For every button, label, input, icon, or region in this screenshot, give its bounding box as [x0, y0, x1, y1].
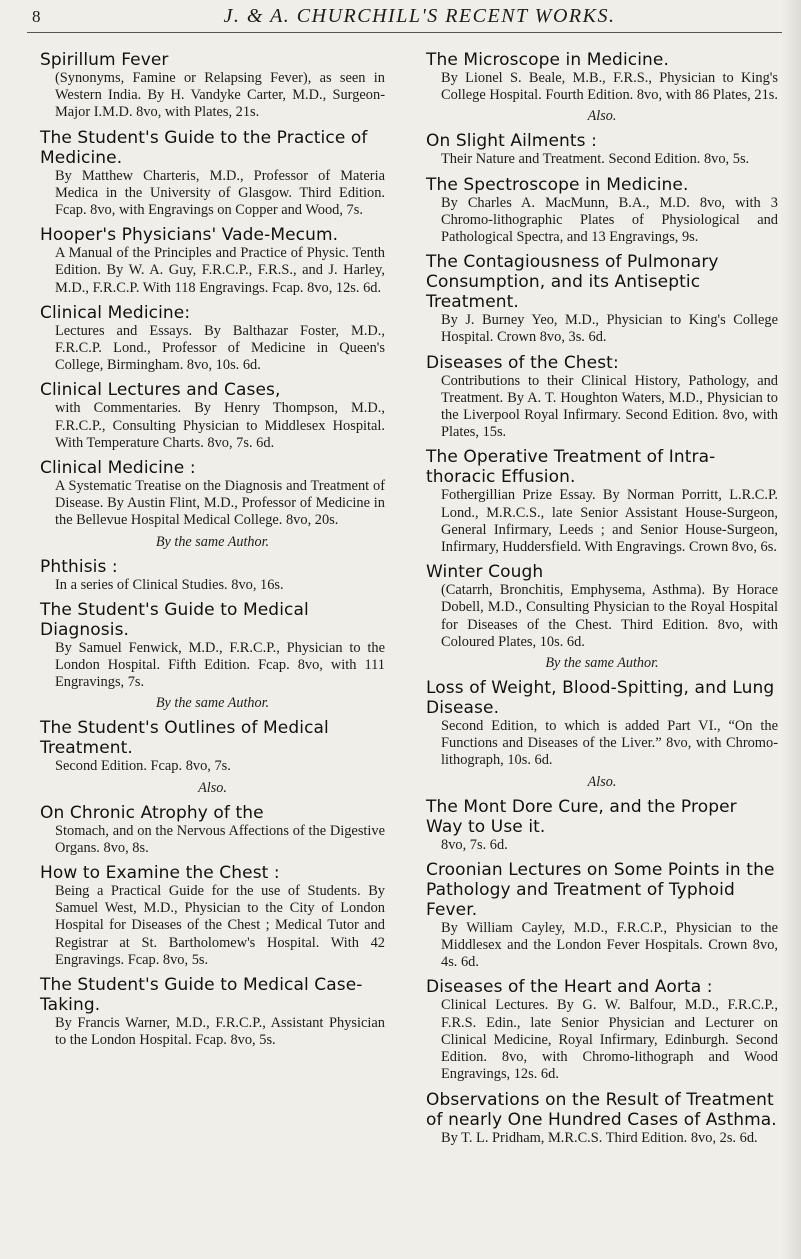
book-entry: [426, 860, 778, 972]
book-title: The Spectroscope in Medicine.: [426, 174, 689, 195]
book-description: By J. Burney Yeo, M.D., Physician to King's College Hospital. Crown 8vo, 3s. 6d.: [441, 312, 778, 346]
book-title: The Student's Guide to Medical Diagnosis.: [40, 599, 309, 640]
book-description: By William Cayley, M.D., F.R.C.P., Physician to the Middlesex and the London Fever Hospitals. Crown 8vo, 4s. 6d.: [441, 919, 778, 971]
book-description: Clinical Lectures. By G. W. Balfour, M.D., F.R.C.P., F.R.S. Edin., late Senior Physician and Lecturer on Clinical Medicine, Royal Infirmary, Edinburgh. Second Edition. 8vo, with Chromo-lithograph and Wood Engravings, 12s. 6d.: [441, 997, 778, 1083]
book-description: A Manual of the Principles and Practice of Physic. Tenth Edition. By W. A. Guy, F.R.C.P., F.R.S., and J. Harley, M.D., F.R.C.P. With 118 Engravings. Fcap. 8vo, 12s. 6d.: [55, 245, 385, 296]
page-edge-shadow: [781, 0, 801, 1259]
same-author-note: Also.: [587, 773, 617, 790]
book-entry: [426, 977, 778, 1083]
book-description: Their Nature and Treatment. Second Edition. 8vo, 5s.: [441, 151, 750, 168]
book-title: Hooper's Physicians' Vade-Mecum.: [40, 225, 339, 246]
book-entry: [426, 252, 778, 346]
book-entry: [40, 50, 385, 122]
book-entry: [426, 797, 778, 854]
book-entry: [426, 1090, 778, 1147]
book-title: Clinical Medicine:: [40, 302, 191, 323]
book-description: By T. L. Pridham, M.R.C.S. Third Edition. 8vo, 2s. 6d.: [441, 1129, 758, 1146]
running-head: J. & A. CHURCHILL'S RECENT WORKS.: [223, 5, 616, 27]
book-title: How to Examine the Chest :: [40, 863, 280, 884]
book-title: Winter Cough: [426, 562, 544, 583]
book-description: Fothergillian Prize Essay. By Norman Porritt, L.R.C.P. Lond., M.R.C.S., late Senior Assistant House-Surgeon, General Infirmary, Leeds ; and Senior House-Surgeon, Infirmary, Huddersfield. With Engravings. Crown 8vo, 6s.: [441, 487, 778, 556]
book-title: On Slight Ailments :: [426, 131, 597, 152]
book-entry: [40, 803, 385, 857]
same-author-note: By the same Author.: [545, 655, 659, 672]
book-entry: [40, 458, 385, 551]
book-description: Second Edition, to which is added Part VI., “On the Functions and Diseases of the Liver.” 8vo, with Chromo-lithograph, 10s. 6d.: [441, 718, 778, 769]
book-description: with Commentaries. By Henry Thompson, M.D., F.R.C.P., Consulting Physician to Middlesex Hospital. With Temperature Charts. 8vo, 7s. 6d.: [55, 400, 385, 451]
book-title: Diseases of the Heart and Aorta :: [426, 977, 713, 998]
book-description: By Francis Warner, M.D., F.R.C.P., Assistant Physician to the London Hospital. Fcap. 8vo, 5s.: [55, 1015, 385, 1049]
book-description: In a series of Clinical Studies. 8vo, 16s.: [55, 576, 284, 593]
book-description: By Charles A. MacMunn, B.A., M.D. 8vo, with 3 Chromo-lithographic Plates of Physiological and Pathological Spectra, and 13 Engravings, 9s.: [441, 194, 778, 246]
same-author-note: Also.: [587, 108, 617, 125]
book-title: Observations on the Result of Treatment of nearly One Hundred Cases of Asthma.: [426, 1089, 777, 1130]
book-description: By Matthew Charteris, M.D., Professor of Materia Medica in the University of Glasgow. Third Edition. Fcap. 8vo, with Engravings on Copper and Wood, 7s.: [55, 167, 385, 219]
book-entry: [426, 131, 778, 168]
book-title: The Contagiousness of Pulmonary Consumption, and its Antiseptic Treatment.: [426, 252, 719, 313]
book-description: (Catarrh, Bronchitis, Emphysema, Asthma). By Horace Dobell, M.D., Consulting Physician to the Royal Hospital for Diseases of the Chest. Third Edition. 8vo, with Coloured Plates, 10s. 6d.: [441, 582, 778, 650]
book-entry: [40, 380, 385, 452]
book-entry: [426, 678, 778, 791]
book-title: The Microscope in Medicine.: [426, 50, 669, 70]
book-description: By Lionel S. Beale, M.B., F.R.S., Physician to King's College Hospital. Fourth Edition. 8vo, with 86 Plates, 21s.: [441, 70, 778, 104]
book-entry: [40, 718, 385, 796]
book-title: Spirillum Fever: [40, 50, 169, 70]
book-description: A Systematic Treatise on the Diagnosis and Treatment of Disease. By Austin Flint, M.D., Professor of Medicine in the Bellevue Hospital Medical College. 8vo, 20s.: [55, 478, 385, 529]
book-entry: [40, 975, 385, 1049]
book-description: Second Edition. Fcap. 8vo, 7s.: [55, 758, 231, 775]
book-description: (Synonyms, Famine or Relapsing Fever), as seen in Western India. By H. Vandyke Carter, M.D., Surgeon-Major I.M.D. 8vo, with Plates, 21s.: [55, 70, 385, 121]
book-title: On Chronic Atrophy of the: [40, 802, 264, 823]
book-title: Clinical Medicine :: [40, 458, 196, 479]
book-description: 8vo, 7s. 6d.: [441, 836, 508, 853]
book-entry: [40, 128, 385, 220]
book-description: Contributions to their Clinical History, Pathology, and Treatment. By A. T. Houghton Waters, M.D., Physician to the Liverpool Royal Infirmary. Second Edition. 8vo, with Plates, 15s.: [441, 372, 778, 441]
book-description: Being a Practical Guide for the use of Students. By Samuel West, M.D., Physician to the City of London Hospital for Diseases of the Chest ; Medical Tutor and Registrar at St. Bartholomew's Hospital. With 42 Engravings. Fcap. 8vo, 5s.: [55, 883, 385, 968]
left-column: [40, 50, 385, 1056]
book-title: The Student's Guide to the Practice of Medicine.: [40, 127, 368, 168]
book-entry: [40, 600, 385, 713]
book-description: Stomach, and on the Nervous Affections of the Digestive Organs. 8vo, 8s.: [55, 822, 385, 856]
book-entry: [40, 225, 385, 297]
book-title: The Operative Treatment of Intra-thoracic Effusion.: [426, 447, 716, 488]
book-title: Clinical Lectures and Cases,: [40, 380, 281, 401]
book-title: Loss of Weight, Blood-Spitting, and Lung Disease.: [426, 678, 775, 719]
book-entry: [40, 863, 385, 969]
book-title: Phthisis :: [40, 556, 118, 577]
book-title: The Mont Dore Cure, and the Proper Way to Use it.: [426, 796, 737, 837]
book-title: The Student's Outlines of Medical Treatment.: [40, 718, 329, 759]
book-description: By Samuel Fenwick, M.D., F.R.C.P., Physician to the London Hospital. Fifth Edition. Fcap. 8vo, with 111 Engravings, 7s.: [55, 639, 385, 691]
page-header: [27, 4, 782, 33]
book-title: The Student's Guide to Medical Case-Taking.: [40, 975, 363, 1016]
same-author-note: Also.: [198, 779, 227, 796]
book-entry: [426, 175, 778, 247]
book-entry: [426, 447, 778, 556]
book-entry: [426, 353, 778, 442]
book-entry: [40, 303, 385, 375]
book-entry: [40, 557, 385, 594]
book-title: Diseases of the Chest:: [426, 352, 619, 373]
right-column: [426, 50, 778, 1153]
same-author-note: By the same Author.: [155, 533, 270, 550]
page-number: 8: [32, 7, 41, 26]
book-entry: [426, 50, 778, 125]
book-description: Lectures and Essays. By Balthazar Foster, M.D., F.R.C.P. Lond., Professor of Medicine in Queen's College, Birmingham. 8vo, 10s. 6d.: [55, 322, 385, 374]
book-entry: [426, 562, 778, 672]
book-title: Croonian Lectures on Some Points in the Pathology and Treatment of Typhoid Fever.: [426, 859, 775, 920]
same-author-note: By the same Author.: [155, 695, 270, 712]
